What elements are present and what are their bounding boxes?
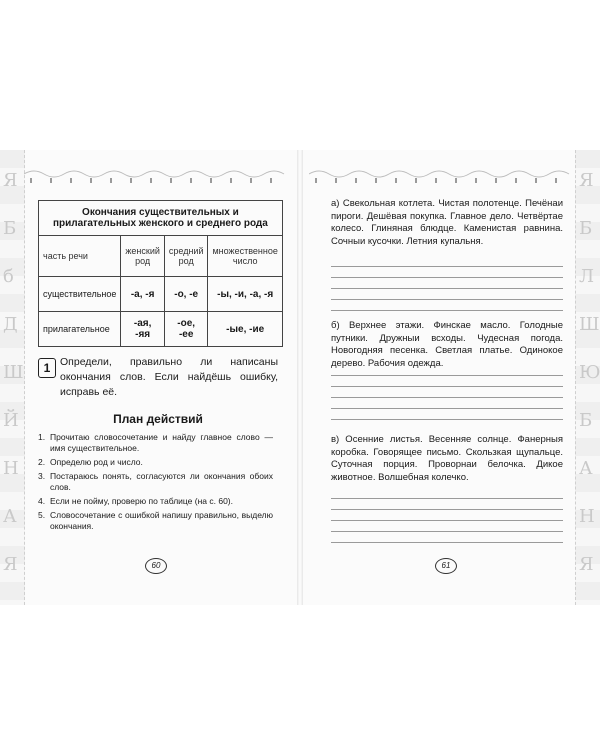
decorative-letter: Д (3, 314, 18, 335)
table-header-feminine: женский род (121, 236, 165, 277)
right-decorative-strip (575, 150, 600, 605)
ending-cell: -ые, -ие (208, 312, 282, 347)
left-top-decorative-rule (24, 166, 294, 186)
plan-title: План действий (113, 412, 203, 426)
decorative-letter: Ш (579, 314, 600, 335)
list-item (38, 496, 273, 507)
row-label-noun: существительное (39, 277, 121, 312)
writing-line (331, 288, 563, 289)
list-item (38, 471, 273, 493)
table-caption: Окончания существительных и прилагательных женского и среднего рода (39, 201, 283, 236)
decorative-letter: А (579, 458, 593, 479)
decorative-letter: Б (3, 218, 17, 239)
decorative-letter: Я (3, 170, 18, 191)
decorative-letter: Б (579, 410, 593, 431)
endings-table (38, 200, 283, 347)
writing-lines-c (331, 498, 563, 553)
writing-line (331, 542, 563, 543)
list-item (38, 457, 273, 468)
writing-line (331, 419, 563, 420)
right-page (303, 150, 600, 605)
writing-line (331, 397, 563, 398)
writing-line (331, 277, 563, 278)
right-top-decorative-rule (309, 166, 571, 186)
step-text: Прочитаю словосочетание и найду главное слово — имя существительное. (50, 432, 273, 453)
ending-cell: -ы, -и, -а, -я (208, 277, 282, 312)
step-number: 3. (38, 471, 46, 481)
writing-line (331, 310, 563, 311)
decorative-letter: Б (579, 218, 593, 239)
decorative-letter: Ю (579, 362, 600, 383)
decorative-letter: б (3, 266, 14, 287)
page-number-left: 60 (145, 558, 167, 574)
ending-cell: -о, -е (164, 277, 208, 312)
decorative-letter: Ш (3, 362, 24, 383)
step-number: 4. (38, 496, 46, 506)
list-item (38, 432, 273, 454)
decorative-letter: А (3, 506, 17, 527)
writing-lines-a (331, 266, 563, 321)
writing-line (331, 408, 563, 409)
decorative-letter: Й (3, 410, 19, 431)
ending-cell: -ое, -ее (164, 312, 208, 347)
left-decorative-strip (0, 150, 25, 605)
step-text: Постараюсь понять, согласуются ли окончания обоих слов. (50, 471, 273, 492)
writing-line (331, 498, 563, 499)
exercise-a-text: а) Свекольная котлета. Чистая полотенце. Печёнаи пироги. Дешёвая покупка. Главное дело. Четвёртае колесо. Глиняная блюдце. Каменистая равнина. Сочныи кусочки. Летния купальня. (331, 198, 563, 247)
decorative-letter: Я (579, 554, 594, 575)
decorative-letter: Н (579, 506, 595, 527)
step-number: 5. (38, 510, 46, 520)
task-number-badge: 1 (38, 358, 56, 378)
writing-line (331, 375, 563, 376)
decorative-letter: Н (3, 458, 19, 479)
writing-lines-b (331, 375, 563, 430)
step-text: Определю род и число. (50, 457, 143, 467)
table-row (39, 277, 283, 312)
decorative-letter: Я (3, 554, 18, 575)
writing-line (331, 520, 563, 521)
decorative-letter: Я (579, 170, 594, 191)
left-page (0, 150, 297, 605)
decorative-letter: Л (579, 266, 595, 287)
step-text: Если не пойму, проверю по таблице (на с. 60). (50, 496, 233, 506)
table-row (39, 312, 283, 347)
exercise-c-text: в) Осенние листья. Весенняе солнце. Фанерныя коробка. Говорящее письмо. Скользкая щупальце. Суточная порция. Проворнаи белочка. Дикое животное. Волшебная колечко. (331, 434, 563, 483)
table-header-neuter: средний род (164, 236, 208, 277)
writing-line (331, 386, 563, 387)
list-item (38, 510, 273, 532)
ending-cell: -ая, -яя (121, 312, 165, 347)
step-text: Словосочетание с ошибкой напишу правильно, выделю окончания. (50, 510, 273, 531)
writing-line (331, 531, 563, 532)
writing-line (331, 509, 563, 510)
page-number-right: 61 (435, 558, 457, 574)
table-header-plural: множественное число (208, 236, 282, 277)
step-number: 2. (38, 457, 46, 467)
plan-steps-list (38, 432, 273, 535)
exercise-b-text: б) Верхнее этажи. Финскае масло. Голодные путники. Дружныи всходы. Чудесная погода. Новогодняя песенка. Светлая платье. Одинокое дерево. Рабочия одежда. (331, 320, 563, 369)
step-number: 1. (38, 432, 46, 442)
task-instruction: Определи, правильно ли написаны окончания слов. Если найдёшь ошибку, исправь её. (60, 356, 278, 398)
row-label-adjective: прилагательное (39, 312, 121, 347)
writing-line (331, 299, 563, 300)
task-block (38, 355, 278, 400)
table-header-part-of-speech: часть речи (39, 236, 121, 277)
writing-line (331, 266, 563, 267)
ending-cell: -а, -я (121, 277, 165, 312)
